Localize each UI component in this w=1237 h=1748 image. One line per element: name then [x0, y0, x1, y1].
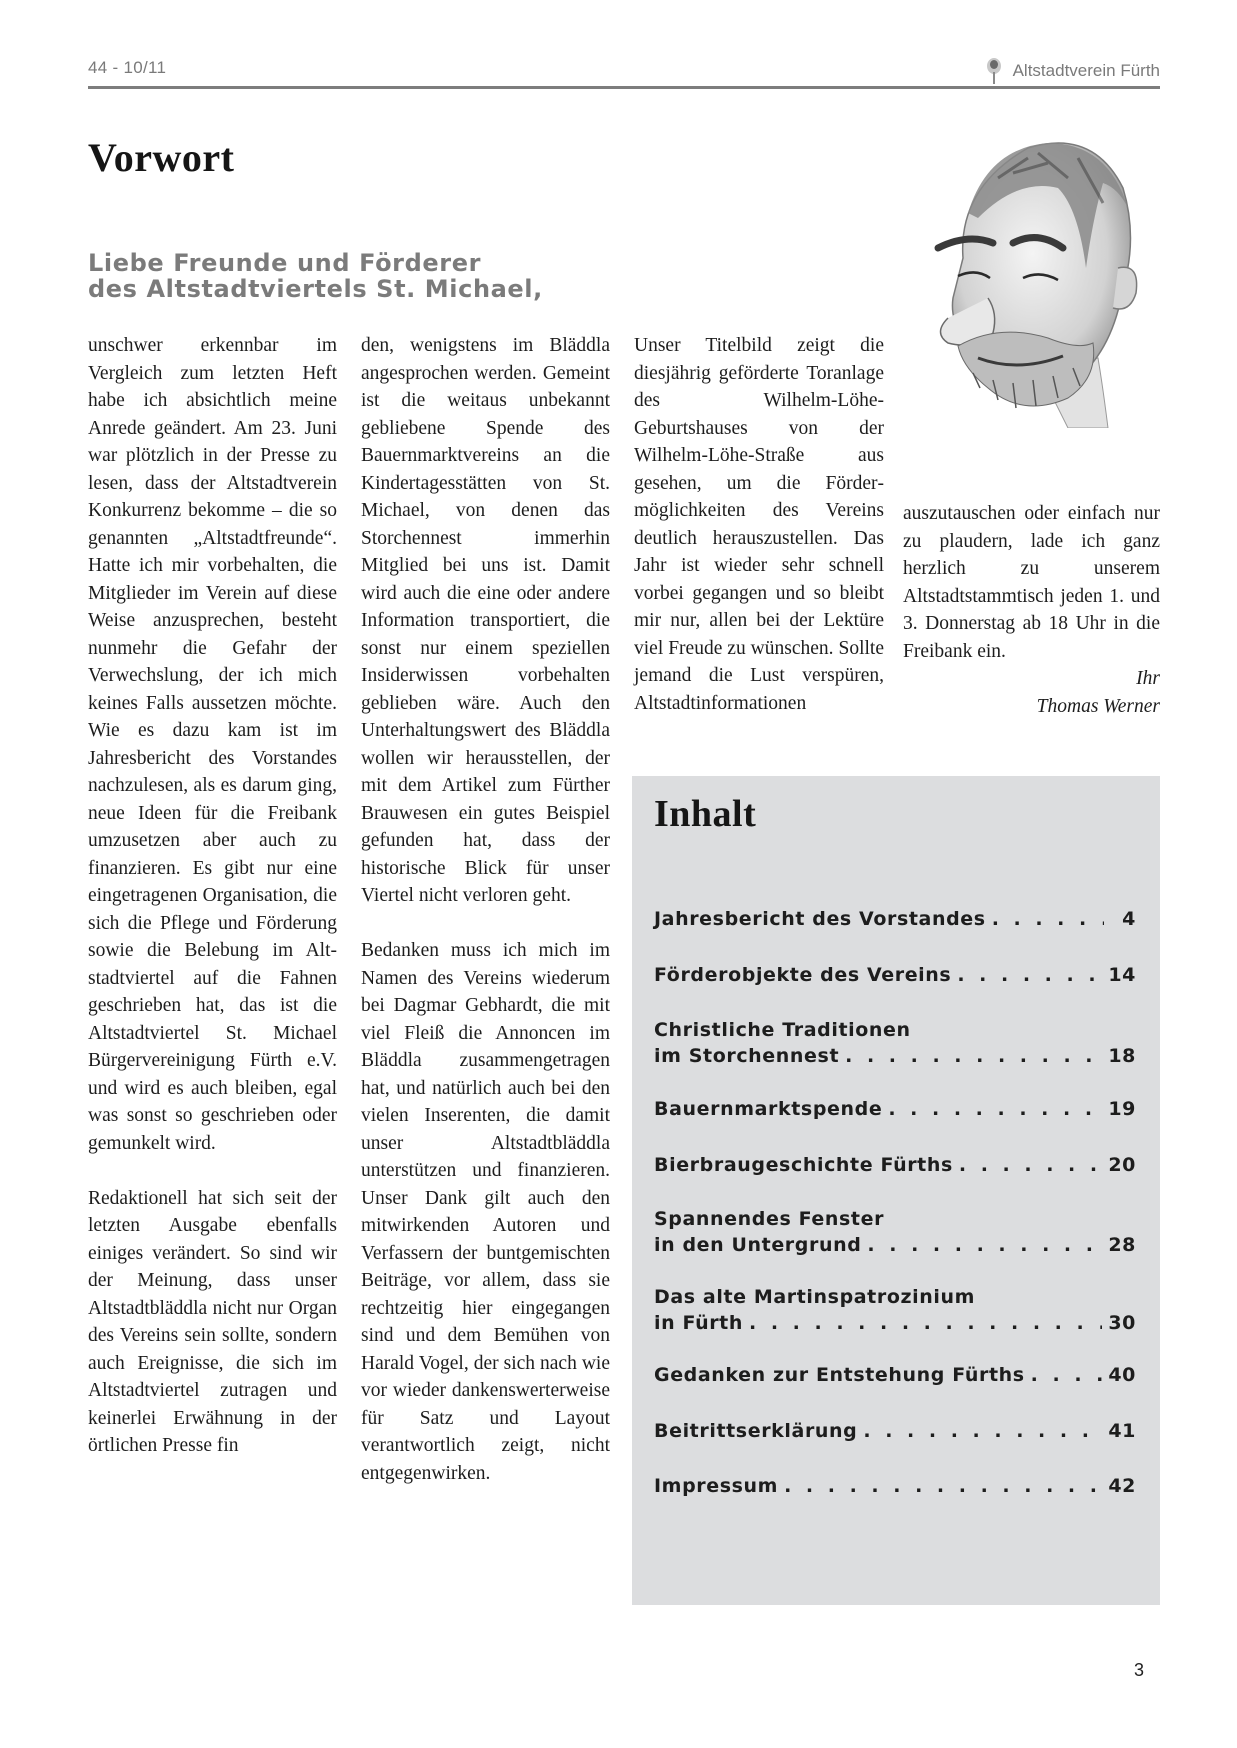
signature-name: Thomas Werner	[1036, 695, 1160, 717]
leader-dots	[863, 1418, 1102, 1444]
toc-entry-title-cont: in den Untergrund	[654, 1234, 862, 1256]
toc-entry-page: 41	[1108, 1420, 1136, 1442]
toc-entry-title: Bauernmarktspende	[654, 1098, 883, 1120]
salutation-line-2: des Altstadtviertels St. Michael,	[88, 275, 543, 303]
caricature-portrait	[918, 118, 1158, 428]
table-of-contents	[632, 776, 1160, 1605]
paragraph: Bedanken muss ich mich im Namen des Vereins wiederum bei Dagmar Gebhardt, die mit viel Fleiß die Annoncen im Bläddla zusammengetragen hat, und natürlich auch bei den vielen Inserenten, die damit unser Altstadtbläddla unterstützen und finanzieren. Unser Dank gilt auch den mitwirkenden Autoren und Verfassern der buntgemischten Beiträge, vor allem, dass sie rechtzeitig hier eingegangen sind und dem Bemühen von Harald Vogel, der sich nach wie vor wieder dankenswerterweise für Satz und Layout verantwortlich zeigt, nicht entgegenwirken.	[361, 940, 610, 1484]
toc-entry-page: 30	[1108, 1312, 1136, 1334]
tree-lollipop-icon	[985, 58, 1003, 84]
text-column-4	[903, 500, 1160, 720]
toc-entry-title: Gedanken zur Entstehung Fürths	[654, 1364, 1025, 1386]
paragraph: unschwer erkennbar im Vergleich zum letzten Heft habe ich absichtlich meine Anrede geändert. Am 23. Juni war plötzlich in der Presse zu lesen, dass der Altstadtverein Konkurrenz bekomme – die so genannten „Altstadtfreunde“. Hatte ich mir vorbehalten, die Mitglieder im Verein auf diese Weise anzusprechen, besteht nunmehr die Gefahr der Verwechslung, der ich mich keines Falls aussetzen möchte. Wie es dazu kam ist im Jahresbericht des Vorstandes nachzulesen, als es darum ging, neue Ideen für die Freibank umzusetzen aber auch zu finanzieren. Es gibt nur eine eingetragenen Organisation, die sich die Pflege und Förderung sowie die Belebung im Altstadtviertel auf die Fahnen geschrieben hat, das ist die Altstadtviertel St. Michael Bürgervereinigung Fürth e.V. und wird es auch bleiben, egal was sonst so geschrieben oder gemunkelt wird.	[88, 335, 337, 1154]
toc-entry-page: 42	[1108, 1475, 1136, 1497]
paragraph: den, wenigstens im Bläddla angesprochen werden. Gemeint ist die weitaus unbekannt gebliebene Spende des Bauernmarktvereins an die Kindertagesstätten von St. Michael, von denen das Storchennest immerhin Mitglied bei uns ist. Damit wird auch die eine oder andere Information transportiert, die sonst nur einem speziellen Insiderwissen vorbehalten geblieben wäre. Auch den Unterhaltungswert des Bläddla wollen wir herausstellen, der mit dem Artikel zum Fürther Brauwesen ein gutes Beispiel gefunden hat, dass der historische Blick für unser Viertel nicht verloren geht.	[361, 335, 610, 906]
toc-entry[interactable]	[654, 1017, 1136, 1069]
page-number: 3	[1134, 1660, 1145, 1680]
salutation	[88, 250, 543, 302]
toc-entry[interactable]	[654, 906, 1136, 932]
toc-entry[interactable]	[654, 1362, 1136, 1388]
toc-entry[interactable]	[654, 1284, 1136, 1336]
text-column-1	[88, 332, 337, 1460]
toc-entry-title: Jahresbericht des Vorstandes	[654, 908, 986, 930]
toc-entry-title: Bierbraugeschichte Fürths	[654, 1154, 953, 1176]
brand-name: Altstadtverein Fürth	[1012, 61, 1160, 80]
toc-entry-page: 28	[1108, 1234, 1136, 1256]
toc-entry-page: 4	[1122, 908, 1136, 930]
toc-title: Inhalt	[654, 793, 757, 835]
leader-dots	[867, 1232, 1102, 1258]
brand	[985, 58, 1160, 84]
toc-entry[interactable]	[654, 1418, 1136, 1444]
toc-entry-title-cont: im Storchennest	[654, 1045, 840, 1067]
leader-dots	[784, 1473, 1102, 1499]
toc-entry[interactable]	[654, 1152, 1136, 1178]
toc-entry[interactable]	[654, 1096, 1136, 1122]
page-header	[88, 56, 1160, 86]
toc-entry-title: Beitrittserklärung	[654, 1420, 858, 1442]
paragraph: auszutauschen oder einfach nur zu plaudern, lade ich ganz herzlich zu unserem Altstadtstammtisch jeden 1. und 3. Donnerstag ab 18 Uhr in die Freibank ein.	[903, 503, 1160, 662]
paragraph: Unser Titelbild zeigt die diesjährig geförderte Toranlage des Wilhelm-Löhe-Geburtshauses von der Wilhelm-Löhe-Straße aus gesehen, um die Fördermöglichkeiten des Vereins deutlich herauszustellen. Das Jahr ist wieder sehr schnell vorbei gegangen und so bleibt mir nur, allen bei der Lektüre viel Freude zu wünschen. Sollte jemand die Lust verspüren, Altstadtinformationen	[634, 335, 884, 714]
toc-entry[interactable]	[654, 1473, 1136, 1499]
toc-entry-title: Christliche Traditionen	[654, 1019, 911, 1041]
toc-entry-page: 20	[1108, 1154, 1136, 1176]
portrait-icon	[918, 118, 1158, 428]
toc-entry-title: Spannendes Fenster	[654, 1208, 885, 1230]
toc-entry-page: 19	[1108, 1098, 1136, 1120]
toc-entry-title-cont: in Fürth	[654, 1312, 743, 1334]
toc-entry-page: 18	[1108, 1045, 1136, 1067]
paragraph: Redaktionell hat sich seit der letzten Ausgabe ebenfalls einiges verändert. So sind wir der Meinung, dass unser Altstadtbläddla nicht nur Organ des Vereins sein sollte, sondern auch Ereignisse, die sich im Altstadtviertel zutragen und keinerlei Erwähnung in der örtlichen Presse fin	[88, 1187, 337, 1456]
toc-entry-title: Impressum	[654, 1475, 779, 1497]
toc-entry-page: 40	[1108, 1364, 1136, 1386]
toc-entry-page: 14	[1108, 964, 1136, 986]
leader-dots	[992, 906, 1104, 932]
leader-dots	[749, 1310, 1102, 1336]
toc-entry[interactable]	[654, 962, 1136, 988]
text-column-3	[634, 332, 884, 717]
page-title: Vorwort	[88, 135, 235, 180]
leader-dots	[957, 962, 1102, 988]
toc-entry-title: Das alte Martinspatrozinium	[654, 1286, 976, 1308]
issue-number: 44 - 10/11	[88, 58, 167, 77]
text-column-2	[361, 332, 610, 1487]
salutation-line-1: Liebe Freunde und Förderer	[88, 249, 482, 277]
toc-entry[interactable]	[654, 1206, 1136, 1258]
leader-dots	[888, 1096, 1102, 1122]
signature-greeting: Ihr	[1136, 668, 1160, 689]
leader-dots	[845, 1043, 1102, 1069]
leader-dots	[1031, 1362, 1103, 1388]
header-rule	[88, 86, 1160, 89]
leader-dots	[959, 1152, 1102, 1178]
toc-entry-title: Förderobjekte des Vereins	[654, 964, 952, 986]
